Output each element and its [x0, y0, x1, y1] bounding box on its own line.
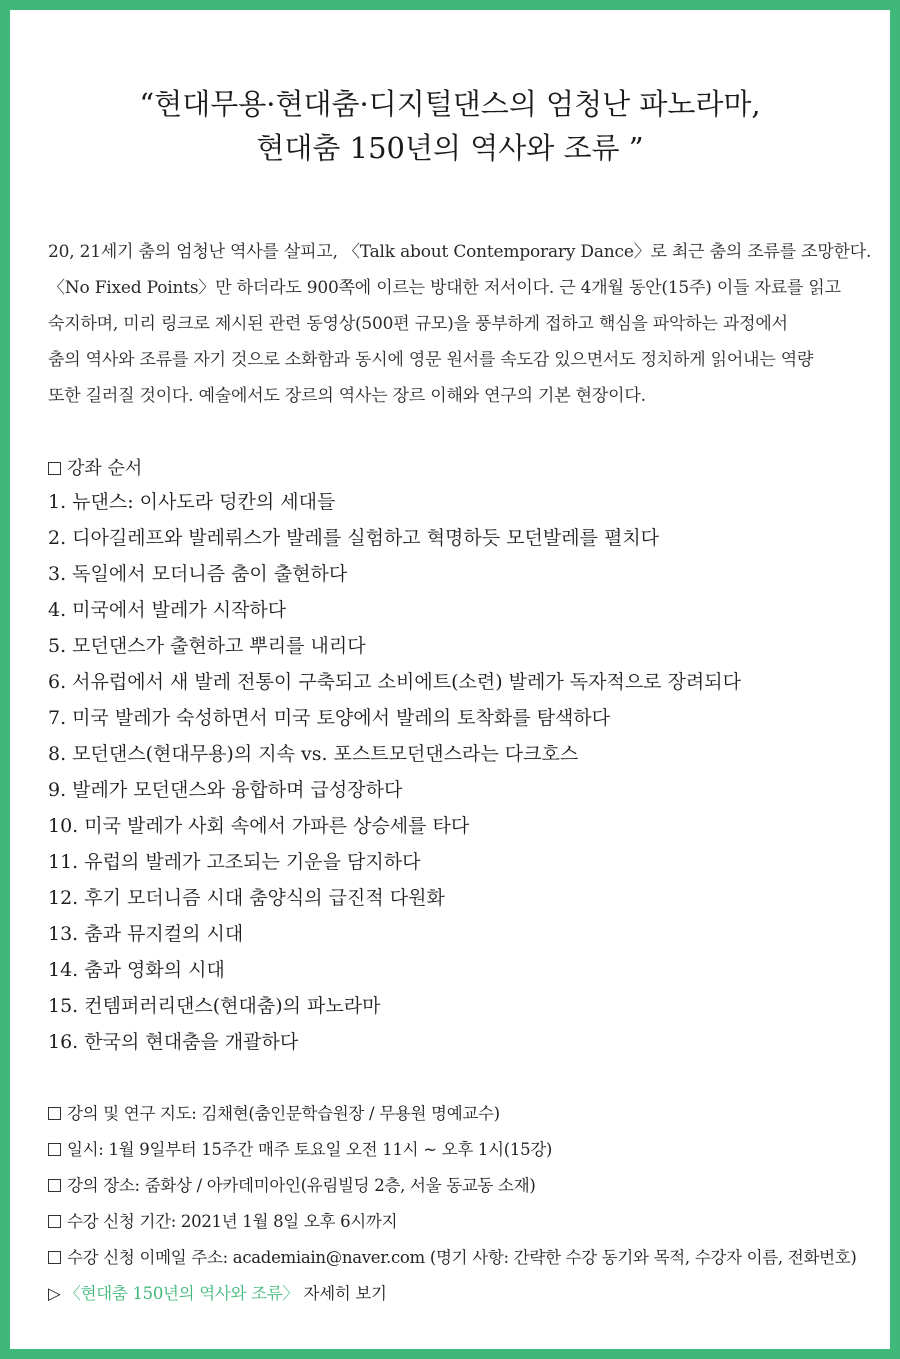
intro-line: 숙지하며, 미리 링크로 제시된 관련 동영상(500편 규모)을 풍부하게 접하고 핵심을 파악하는 과정에서: [48, 314, 788, 334]
intro-line: 또한 길러질 것이다. 예술에서도 장르의 역사는 장르 이해와 연구의 기본 현장이다.: [48, 386, 646, 406]
checkbox-square-icon: [48, 1215, 61, 1228]
outline-item: 11. 유럽의 발레가 고조되는 기운을 담지하다: [48, 851, 421, 873]
info-item-email: 수강 신청 이메일 주소: academiain@naver.com (명기 사항: 간략한 수강 동기와 목적, 수강자 이름, 전화번호): [48, 1240, 857, 1276]
outline-item: 10. 미국 발레가 사회 속에서 가파른 상승세를 타다: [48, 815, 470, 837]
checkbox-square-icon: [48, 1107, 61, 1120]
outline-item: 7. 미국 발레가 숙성하면서 미국 토양에서 발레의 토착화를 탐색하다: [48, 707, 611, 729]
info-item-deadline: 수강 신청 기간: 2021년 1월 8일 오후 6시까지: [48, 1204, 857, 1240]
more-details-row: [48, 1276, 857, 1312]
outline-item: 1. 뉴댄스: 이사도라 덩칸의 세대들: [48, 491, 336, 513]
outline-item: 5. 모던댄스가 출현하고 뿌리를 내리다: [48, 635, 366, 657]
intro-line: 춤의 역사와 조류를 자기 것으로 소화함과 동시에 영문 원서를 속도감 있으면서도 정치하게 읽어내는 역량: [48, 350, 814, 370]
info-item-instructor: 강의 및 연구 지도: 김채현(춤인문학습원장 / 무용원 명예교수): [48, 1096, 857, 1132]
details-link[interactable]: 〈현대춤 150년의 역사와 조류〉: [64, 1284, 299, 1303]
content-card: [10, 10, 890, 1349]
intro-line: 〈No Fixed Points〉만 하더라도 900쪽에 이르는 방대한 저서이다. 근 4개월 동안(15주) 이들 자료를 읽고: [48, 278, 841, 298]
play-triangle-icon: ▷: [48, 1284, 61, 1303]
outline-item: 4. 미국에서 발레가 시작하다: [48, 599, 287, 621]
checkbox-square-icon: [48, 462, 61, 475]
checkbox-square-icon: [48, 1143, 61, 1156]
info-item-schedule: 일시: 1월 9일부터 15주간 매주 토요일 오전 11시 ~ 오후 1시(15강): [48, 1132, 857, 1168]
outline-item: 2. 디아길레프와 발레뤼스가 발레를 실험하고 혁명하듯 모던발레를 펼치다: [48, 527, 660, 549]
outline-item: 13. 춤과 뮤지컬의 시대: [48, 923, 244, 945]
info-item-venue: 강의 장소: 줌화상 / 아카데미아인(유림빌딩 2층, 서울 동교동 소재): [48, 1168, 857, 1204]
checkbox-square-icon: [48, 1251, 61, 1264]
title-line-1: “현대무용·현대춤·디지털댄스의 엄청난 파노라마,: [139, 87, 761, 121]
outline-item: 3. 독일에서 모더니즘 춤이 출현하다: [48, 563, 348, 585]
course-info-list: [48, 1096, 857, 1312]
outline-item: 15. 컨템퍼러리댄스(현대춤)의 파노라마: [48, 995, 381, 1017]
title-line-2: 현대춤 150년의 역사와 조류 ”: [256, 131, 644, 165]
details-link-suffix: 자세히 보기: [298, 1284, 387, 1303]
outline-item: 6. 서유럽에서 새 발레 전통이 구축되고 소비에트(소련) 발레가 독자적으로 장려되다: [48, 671, 741, 693]
outline-item: 12. 후기 모더니즘 시대 춤양식의 급진적 다원화: [48, 887, 445, 909]
outline-heading: [48, 452, 142, 486]
page-title: [10, 82, 890, 170]
checkbox-square-icon: [48, 1179, 61, 1192]
intro-line: 20, 21세기 춤의 엄청난 역사를 살피고, 〈Talk about Contemporary Dance〉로 최근 춤의 조류를 조망한다.: [48, 242, 872, 262]
outline-item: 16. 한국의 현대춤을 개괄하다: [48, 1031, 299, 1053]
outline-heading-text: 강좌 순서: [67, 458, 143, 479]
intro-paragraph: [48, 234, 872, 414]
outline-item: 14. 춤과 영화의 시대: [48, 959, 225, 981]
lecture-outline-list: [48, 484, 741, 1060]
outline-item: 8. 모던댄스(현대무용)의 지속 vs. 포스트모던댄스라는 다크호스: [48, 743, 579, 765]
outline-item: 9. 발레가 모던댄스와 융합하며 급성장하다: [48, 779, 403, 801]
